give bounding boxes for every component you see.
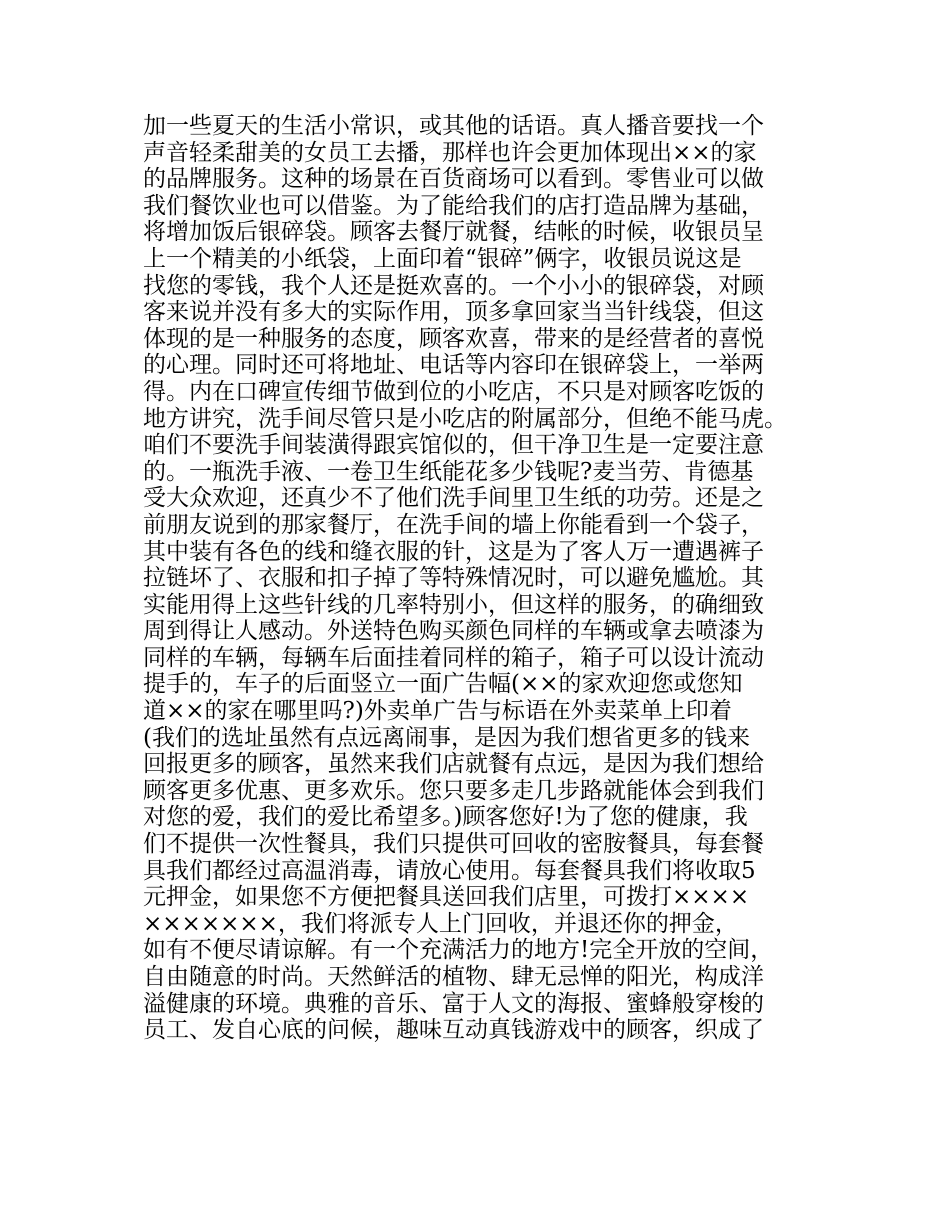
- text-line: 对您的爱，我们的爱比希望多。)顾客您好!为了您的健康，我: [143, 804, 748, 831]
- text-line: (我们的选址虽然有点远离闹事，是因为我们想省更多的钱来: [143, 724, 750, 751]
- text-line: 其中装有各色的线和缝衣服的针，这是为了客人万一遭遇裤子: [143, 538, 764, 565]
- text-line: 员工、发自心底的问候，趣味互动真钱游戏中的顾客，织成了: [143, 1017, 764, 1044]
- text-line: 的心理。同时还可将地址、电话等内容印在银碎袋上，一举两: [143, 352, 764, 379]
- text-line: 元押金，如果您不方便把餐具送回我们店里，可拨打××××: [143, 884, 750, 911]
- text-line: 拉链坏了、衣服和扣子掉了等特殊情况时，可以避免尴尬。其: [143, 565, 764, 592]
- text-line: 周到得让人感动。外送特色购买颜色同样的车辆或拿去喷漆为: [143, 618, 764, 645]
- text-line: 同样的车辆，每辆车后面挂着同样的箱子，箱子可以设计流动: [143, 644, 764, 671]
- text-line: 咱们不要洗手间装潢得跟宾馆似的，但干净卫生是一定要注意: [143, 432, 764, 459]
- text-line: 顾客更多优惠、更多欢乐。您只要多走几步路就能体会到我们: [143, 777, 764, 804]
- text-line: 找您的零钱，我个人还是挺欢喜的。一个小小的银碎袋，对顾: [143, 272, 764, 299]
- text-line: 的品牌服务。这种的场景在百货商场可以看到。零售业可以做: [143, 166, 764, 193]
- text-line: 地方讲究，洗手间尽管只是小吃店的附属部分，但绝不能马虎。: [143, 405, 787, 432]
- text-line: 的。一瓶洗手液、一卷卫生纸能花多少钱呢?麦当劳、肯德基: [143, 458, 754, 485]
- text-line: 道××的家在哪里吗?)外卖单广告与标语在外卖菜单上印着: [143, 698, 732, 725]
- text-line: 具我们都经过高温消毒，请放心使用。每套餐具我们将收取5: [143, 857, 756, 884]
- text-line: 如有不便尽请谅解。有一个充满活力的地方!完全开放的空间，: [143, 937, 774, 964]
- text-line: 受大众欢迎，还真少不了他们洗手间里卫生纸的功劳。还是之: [143, 485, 764, 512]
- text-line: 上一个精美的小纸袋，上面印着“银碎”俩字，收银员说这是: [143, 245, 742, 272]
- text-line: ×××××××，我们将派专人上门回收，并退还你的押金，: [143, 910, 738, 937]
- text-line: 前朋友说到的那家餐厅，在洗手间的墙上你能看到一个袋子，: [143, 511, 764, 538]
- text-line: 我们餐饮业也可以借鉴。为了能给我们的店打造品牌为基础，: [143, 192, 764, 219]
- text-line: 提手的，车子的后面竖立一面广告幅(××的家欢迎您或您知: [143, 671, 743, 698]
- text-line: 加一些夏天的生活小常识，或其他的话语。真人播音要找一个: [143, 113, 764, 139]
- text-line: 自由随意的时尚。天然鲜活的植物、肆无忌惮的阳光，构成洋: [143, 964, 764, 990]
- text-line: 们不提供一次性餐具，我们只提供可回收的密胺餐具，每套餐: [143, 831, 764, 858]
- body-text: [143, 113, 843, 1044]
- text-line: 得。内在口碑宣传细节做到位的小吃店，不只是对顾客吃饭的: [143, 378, 764, 405]
- text-line: 客来说并没有多大的实际作用，顶多拿回家当当针线袋，但这: [143, 299, 764, 326]
- text-line: 溢健康的环境。典雅的音乐、富于人文的海报、蜜蜂般穿梭的: [143, 990, 764, 1017]
- text-line: 声音轻柔甜美的女员工去播，那样也许会更加体现出××的家: [143, 139, 757, 166]
- text-line: 回报更多的顾客，虽然来我们店就餐有点远，是因为我们想给: [143, 751, 764, 778]
- text-line: 将增加饭后银碎袋。顾客去餐厅就餐，结帐的时候，收银员呈: [143, 219, 764, 246]
- text-line: 体现的是一种服务的态度，顾客欢喜，带来的是经营者的喜悦: [143, 325, 764, 352]
- text-line: 实能用得上这些针线的几率特别小，但这样的服务，的确细致: [143, 591, 764, 618]
